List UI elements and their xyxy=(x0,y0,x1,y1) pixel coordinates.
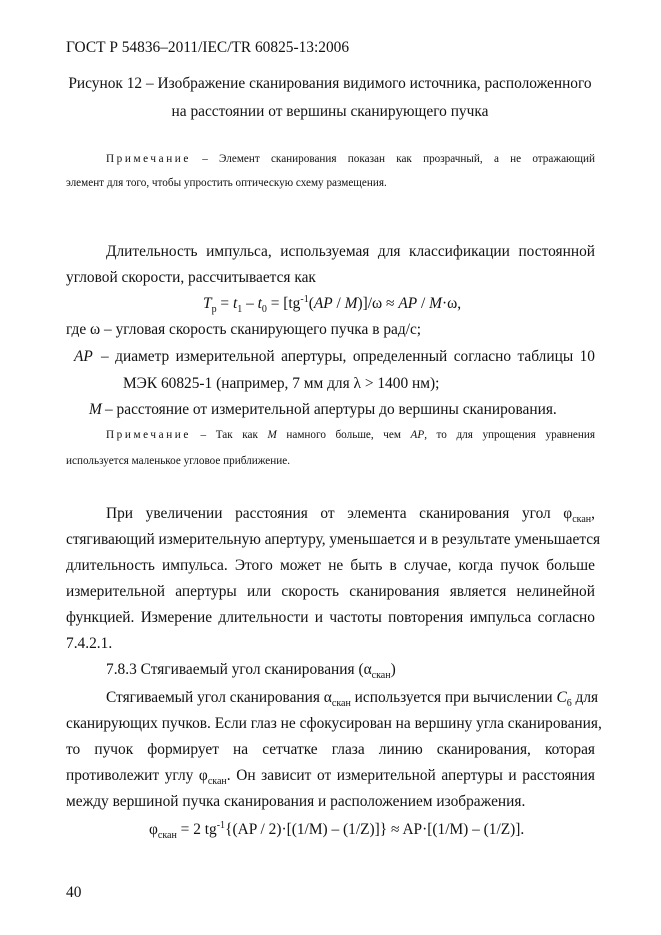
pulse-duration-formula: $T_р = t_1 - t_0 = [tg^{-1}(AP / M)]/\omega$ ≈ AP / M·ω, xyxy=(203,293,462,316)
figure-caption-line-1: Рисунок 12 – Изображение сканирования видимого источника, расположенного xyxy=(68,75,592,92)
definition-m-text: – расстояние от измерительной апертуры до вершины сканирования. xyxy=(105,401,557,418)
paragraph-2-line-5: функцией. Измерение длительности и частоты повторения импульса согласно xyxy=(66,609,595,626)
definition-m-symbol: M xyxy=(89,401,102,418)
paragraph-2-line-3: длительность импульса. Этого может не быть в случае, когда пучок больше xyxy=(66,557,595,574)
definition-omega: где ω – угловая скорость сканирующего пучка в рад/с; xyxy=(66,321,422,338)
paragraph-3-line-1: Стягиваемый угол сканирования $\alpha_{скан}$ используется при вычислении $C_6$ для xyxy=(106,689,599,710)
definition-ap-line-1: – диаметр измерительной апертуры, определенный согласно таблицы 10 xyxy=(101,348,595,365)
figure-caption-line-2: на расстоянии от вершины сканирующего пучка xyxy=(171,103,489,120)
paragraph-3-line-5: между вершиной пучка сканирования и расположением изображения. xyxy=(66,793,526,810)
note-label: Примечание xyxy=(106,153,191,165)
section-heading: 7.8.3 Стягиваемый угол сканирования $(\alpha_{скан})$ xyxy=(106,661,396,682)
note-1-line-2: элемент для того, чтобы упростить оптическую схему размещения. xyxy=(66,177,387,189)
note-2-line-1: Примечание – Так как M намного больше, чем AP, то для упрощения уравнения xyxy=(106,429,596,441)
paragraph-2-line-1: При увеличении расстояния от элемента сканирования угол $\varphi_{скан}$, xyxy=(106,505,595,526)
definition-ap-line-2: МЭК 60825-1 (например, 7 мм для λ > 1400 нм); xyxy=(123,375,440,392)
paragraph-2-line-2: стягивающий измерительную апертуру, уменьшается и в результате уменьшается xyxy=(66,531,601,548)
paragraph-1-line-2: угловой скорости, рассчитывается как xyxy=(66,269,316,286)
paragraph-2-line-4: измерительной апертуры или скорость сканирования является нелинейной xyxy=(66,583,595,600)
paragraph-3-line-3: то пучок формирует на сетчатке глаза линию сканирования, которая xyxy=(66,741,595,758)
note-1-line-1: Примечание – Элемент сканирования показан как прозрачный, а не отражающий xyxy=(106,153,595,165)
paragraph-3-line-2: сканирующих пучков. Если глаз не сфокусирован на вершину угла сканирования, xyxy=(66,715,602,732)
scan-angle-formula: $\varphi_{скан} = 2$ $tg^{-1}\{(AP / 2)\cdot[(1/M) - (1/Z)]\} \approx AP\cdot[(1/M) - (1/Z)]$. xyxy=(149,819,525,842)
page-number: 40 xyxy=(66,884,82,901)
definition-ap-symbol: AP xyxy=(74,348,93,365)
document-header: ГОСТ Р 54836–2011/IEC/TR 60825-13:2006 xyxy=(66,39,350,56)
paragraph-2-line-6: 7.4.2.1. xyxy=(66,635,113,652)
note-2-line-2: используется маленькое угловое приближение. xyxy=(66,455,290,467)
paragraph-1-line-1: Длительность импульса, используемая для классификации постоянной xyxy=(106,243,595,260)
paragraph-3-line-4: противолежит углу $\varphi_{скан}$. Он зависит от измерительной апертуры и расстояния xyxy=(66,767,595,788)
